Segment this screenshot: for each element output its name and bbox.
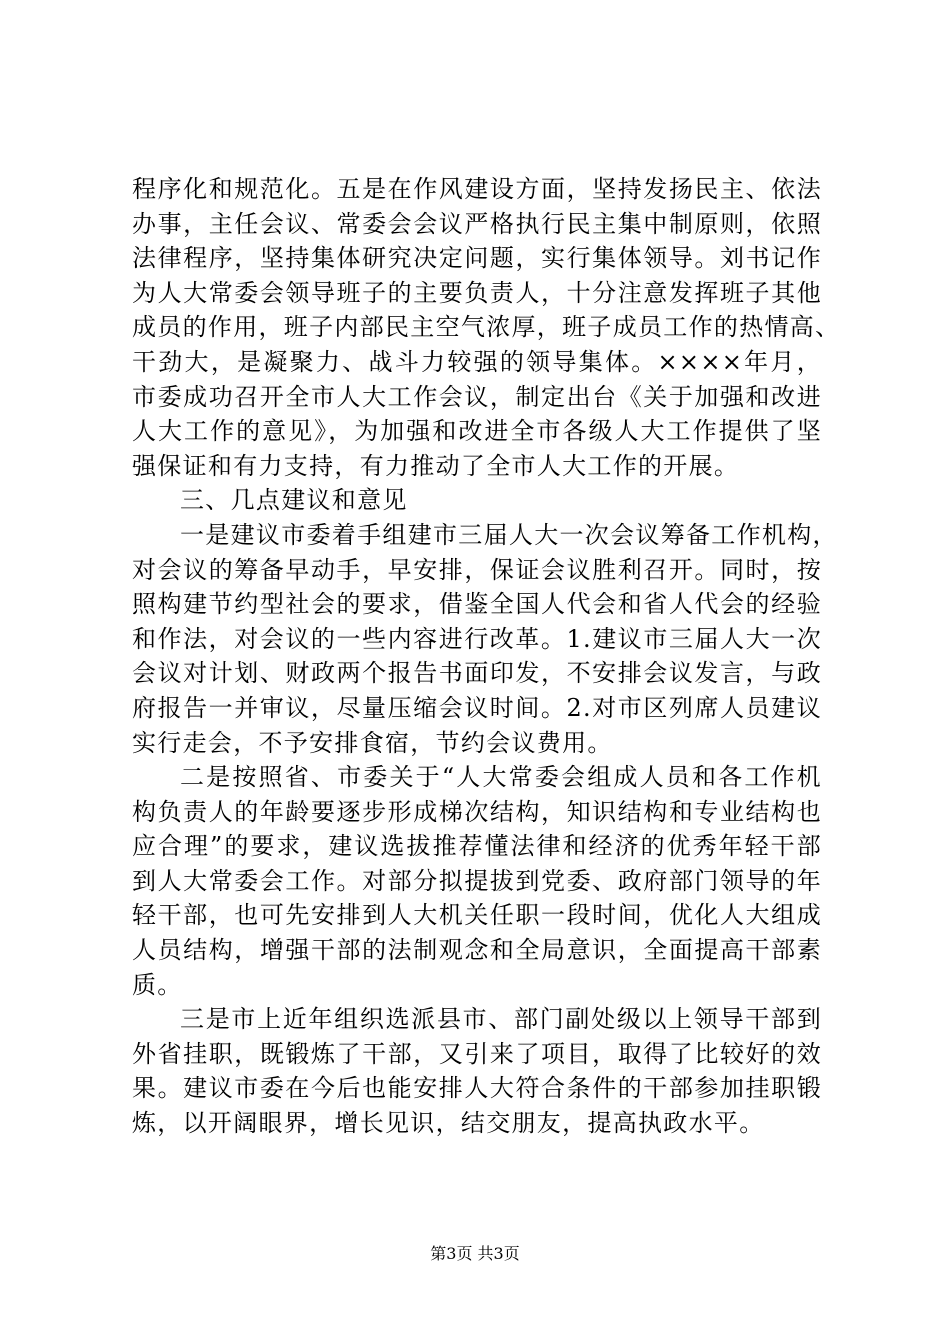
- text-line: 实行走会，不予安排食宿，节约会议费用。: [132, 728, 613, 757]
- text-line: 强保证和有力支持，有力推动了全市人大工作的开展。: [132, 451, 740, 480]
- text-line: 和作法，对会议的一些内容进行改革。1.建议市三届人大一次: [132, 624, 822, 653]
- text-line: 三、几点建议和意见: [180, 486, 408, 515]
- text-line: 三是市上近年组织选派县市、部门副处级以上领导干部到: [180, 1005, 822, 1034]
- text-line: 府报告一并审议，尽量压缩会议时间。2.对市区列席人员建议: [132, 693, 822, 722]
- text-line: 外省挂职，既锻炼了干部，又引来了项目，取得了比较好的效: [132, 1039, 822, 1068]
- text-line: 到人大常委会工作。对部分拟提拔到党委、政府部门领导的年: [132, 866, 822, 895]
- text-line: 二是按照省、市委关于“人大常委会组成人员和各工作机: [180, 763, 822, 792]
- text-line: 构负责人的年龄要逐步形成梯次结构，知识结构和专业结构也: [132, 797, 822, 826]
- text-line: 轻干部，也可先安排到人大机关任职一段时间，优化人大组成: [132, 901, 822, 930]
- text-line: 果。建议市委在今后也能安排人大符合条件的干部参加挂职锻: [132, 1074, 822, 1103]
- text-line: 市委成功召开全市人大工作会议，制定出台《关于加强和改进: [132, 382, 822, 411]
- text-line: 成员的作用，班子内部民主空气浓厚，班子成员工作的热情高、: [132, 313, 841, 342]
- text-line: 办事，主任会议、常委会会议严格执行民主集中制原则，依照: [132, 209, 822, 238]
- page-footer: 第3页 共3页: [430, 1244, 520, 1263]
- text-line: 对会议的筹备早动手，早安排，保证会议胜利召开。同时，按: [132, 555, 822, 584]
- text-line: 法律程序，坚持集体研究决定问题，实行集体领导。刘书记作: [132, 244, 822, 273]
- text-line: 人大工作的意见》，为加强和改进全市各级人大工作提供了坚: [132, 417, 822, 446]
- text-line: 程序化和规范化。五是在作风建设方面，坚持发扬民主、依法: [132, 175, 822, 203]
- text-line: 一是建议市委着手组建市三届人大一次会议筹备工作机构，: [180, 520, 838, 549]
- text-line: 炼，以开阔眼界，增长见识，结交朋友，提高执政水平。: [132, 1109, 765, 1138]
- text-line: 照构建节约型社会的要求，借鉴全国人代会和省人代会的经验: [132, 590, 822, 619]
- body-text: [132, 172, 841, 1141]
- text-line: 应合理”的要求，建议选拔推荐懂法律和经济的优秀年轻干部: [132, 832, 822, 861]
- text-line: 干劲大，是凝聚力、战斗力较强的领导集体。××××年月，: [132, 347, 822, 376]
- text-line: 为人大常委会领导班子的主要负责人，十分注意发挥班子其他: [132, 278, 822, 307]
- text-line: 人员结构，增强干部的法制观念和全局意识，全面提高干部素: [132, 936, 822, 965]
- text-line: 会议对计划、财政两个报告书面印发，不安排会议发言，与政: [132, 659, 822, 688]
- text-line: 质。: [132, 970, 183, 999]
